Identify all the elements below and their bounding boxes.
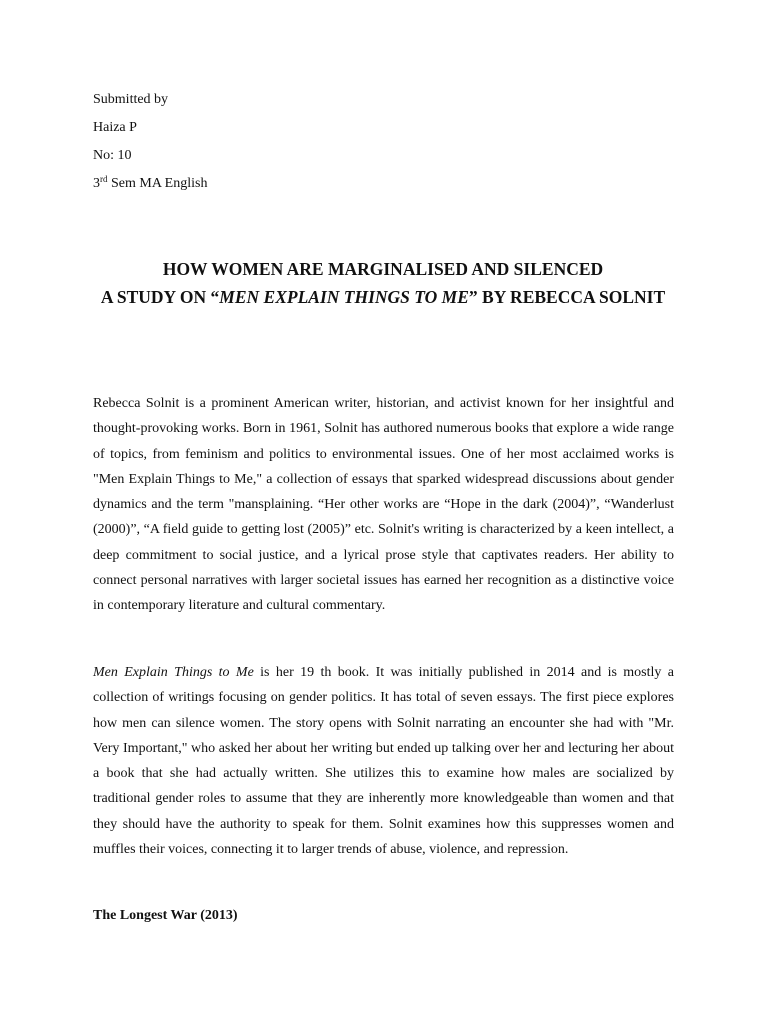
title-line-2-book: MEN EXPLAIN THINGS TO ME (219, 287, 469, 307)
student-number: No: 10 (93, 148, 132, 163)
title-line-2-prefix: A STUDY ON “ (100, 287, 220, 307)
submission-info (93, 86, 207, 198)
section-heading: The Longest War (2013) (93, 908, 238, 923)
intro-paragraph: Rebecca Solnit is a prominent American writer, historian, and activist known for her insightful and thought-provoking works. Born in 1961, Solnit has authored numerous books that explore a wide range of topics, from feminism and politics to environmental issues. One of her most acclaimed works is "Men Explain Things to Me," a collection of essays that sparked widespread discussions about gender dynamics and the term "mansplaining. “Her other works are “Hope in the dark (2004)”, “Wanderlust (2000)”, “A field guide to getting lost (2005)” etc. Solnit's writing is characterized by a keen intellect, a deep commitment to social justice, and a lyrical prose style that captivates readers. Her ability to connect personal narratives with larger societal issues has earned her recognition as a distinctive voice in contemporary literature and cultural commentary. (93, 396, 674, 614)
semester-line (93, 170, 207, 198)
submitted-by-label: Submitted by (93, 92, 169, 107)
student-name: Haiza P (93, 120, 137, 135)
semester-suffix: rd (100, 174, 108, 184)
book-title-italic: Men Explain Things to Me (93, 665, 254, 680)
book-paragraph-text: is her 19 th book. It was initially published in 2014 and is mostly a collection of writings focusing on gender politics. It has total of seven essays. The first piece explores how men can silence women. The story opens with Solnit narrating an encounter she had with "Mr. Very Important," who asked her about her writing but ended up talking over her and lecturing her about a book that she had actually written. She utilizes this to examine how males are socialized by traditional gender roles to assume that they are inherently more knowledgeable than women and that they should have the authority to speak for them. Solnit examines how this suppresses women and muffles their voices, connecting it to larger trends of abuse, violence, and repression. (93, 665, 674, 858)
semester-number: 3 (93, 176, 100, 191)
title-line-2 (93, 284, 673, 311)
title-line-1: HOW WOMEN ARE MARGINALISED AND SILENCED (162, 259, 604, 279)
semester-course: Sem MA English (107, 176, 208, 191)
title-line-2-suffix: ” BY REBECCA SOLNIT (468, 287, 666, 307)
book-paragraph (93, 660, 674, 862)
document-title (93, 254, 673, 311)
